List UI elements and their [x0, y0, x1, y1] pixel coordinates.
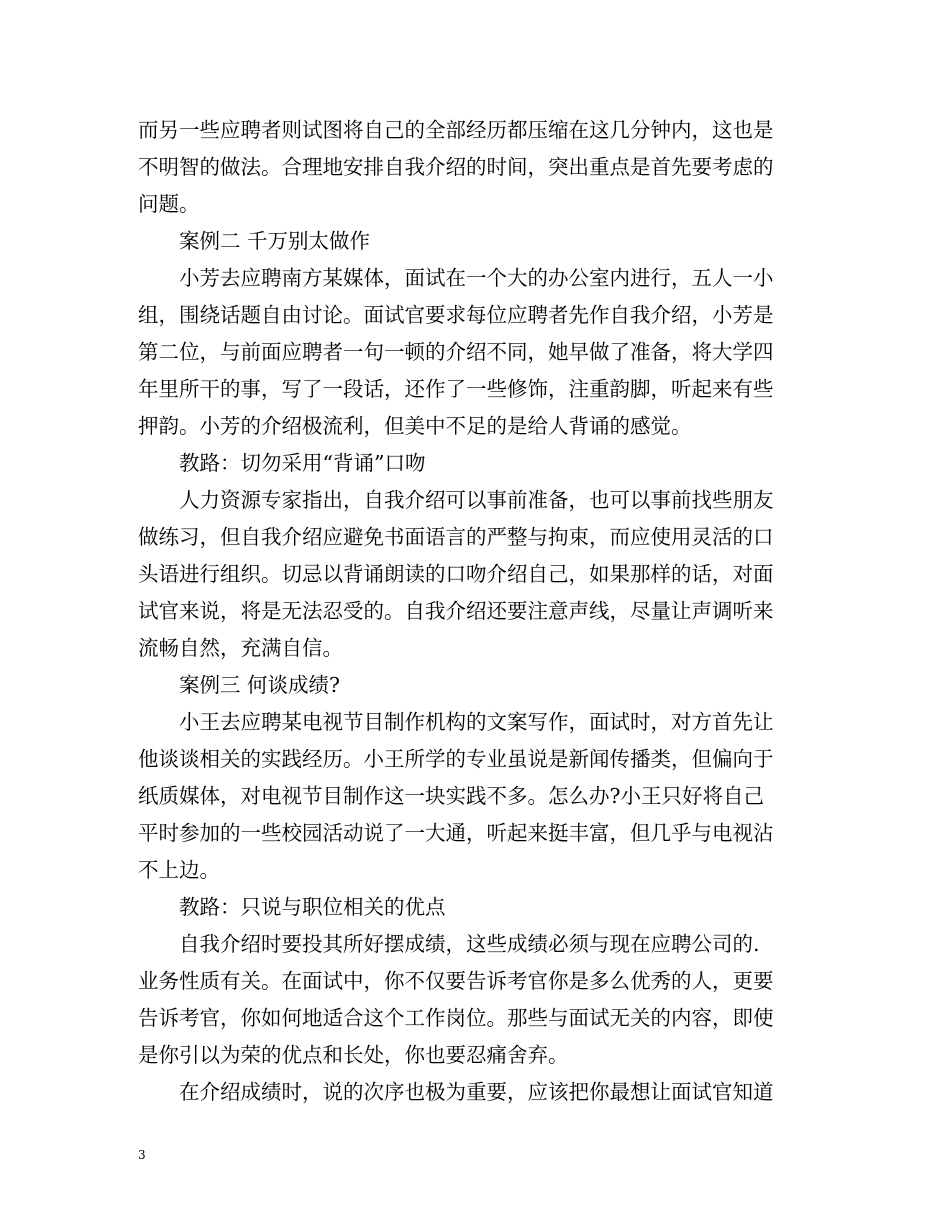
text-line: 年里所干的事，写了一段话，还作了一些修饰，注重韵脚，听起来有些	[138, 377, 774, 401]
text-line: 组，围绕话题自由讨论。面试官要求每位应聘者先作自我介绍，小芳是	[138, 303, 774, 327]
text-line: 试官来说，将是无法忍受的。自我介绍还要注意声线，尽量让声调听来	[138, 599, 774, 623]
text-line: 流畅自然，充满自信。	[138, 636, 343, 660]
text-line: 问题。	[138, 192, 200, 216]
text-line: 做练习，但自我介绍应避免书面语言的严整与拘束，而应使用灵活的口	[138, 525, 774, 549]
document-body	[138, 112, 814, 1111]
text-line: 案例三 何谈成绩?	[179, 673, 341, 697]
text-line: 人力资源专家指出，自我介绍可以事前准备，也可以事前找些朋友	[179, 488, 774, 512]
text-line: 不上边。	[138, 858, 220, 882]
text-line: 第二位，与前面应聘者一句一顿的介绍不同，她早做了准备，将大学四	[138, 340, 774, 364]
text-line: 押韵。小芳的介绍极流利，但美中不足的是给人背诵的感觉。	[138, 414, 692, 438]
text-line: 不明智的做法。合理地安排自我介绍的时间，突出重点是首先要考虑的	[138, 155, 774, 179]
text-line: 纸质媒体，对电视节目制作这一块实践不多。怎么办?小王只好将自己	[138, 784, 764, 808]
text-line: 案例二 千万别太做作	[179, 229, 371, 253]
text-line: 小芳去应聘南方某媒体，面试在一个大的办公室内进行，五人一小	[179, 266, 774, 290]
text-line: 小王去应聘某电视节目制作机构的文案写作，面试时，对方首先让	[179, 710, 774, 734]
text-line: 在介绍成绩时，说的次序也极为重要，应该把你最想让面试官知道	[179, 1080, 774, 1104]
text-line: 业务性质有关。在面试中，你不仅要告诉考官你是多么优秀的人，更要	[138, 969, 774, 993]
page-number: 3	[138, 1148, 146, 1162]
text-line: 他谈谈相关的实践经历。小王所学的专业虽说是新闻传播类，但偏向于	[138, 747, 774, 771]
text-line: 是你引以为荣的优点和长处，你也要忍痛舍弃。	[138, 1043, 569, 1067]
text-line: 而另一些应聘者则试图将自己的全部经历都压缩在这几分钟内，这也是	[138, 118, 774, 142]
text-line: 教路：只说与职位相关的优点	[179, 895, 446, 919]
text-line: 平时参加的一些校园活动说了一大通，听起来挺丰富，但几乎与电视沾	[138, 821, 774, 845]
text-line: 告诉考官，你如何地适合这个工作岗位。那些与面试无关的内容，即使	[138, 1006, 774, 1030]
text-line: 头语进行组织。切忌以背诵朗读的口吻介绍自己，如果那样的话，对面	[138, 562, 774, 586]
text-line: 教路：切勿采用“背诵”口吻	[179, 451, 426, 475]
text-line: 自我介绍时要投其所好摆成绩，这些成绩必须与现在应聘公司的.	[179, 932, 760, 956]
